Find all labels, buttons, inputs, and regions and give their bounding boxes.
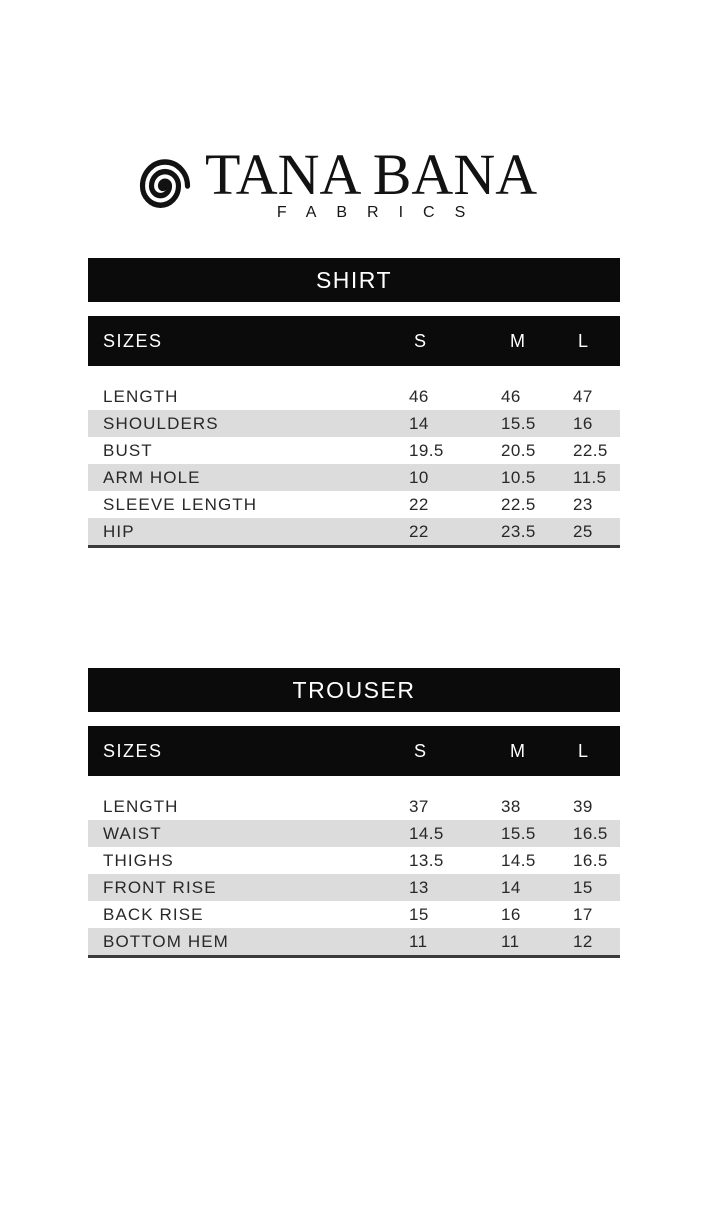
- row-label: THIGHS: [103, 850, 174, 870]
- cell-m: 14: [501, 877, 521, 897]
- cell-s: 37: [409, 796, 429, 816]
- cell-m: 20.5: [501, 440, 536, 460]
- table-row: [88, 847, 620, 874]
- table-row: [88, 874, 620, 901]
- cell-l: 25: [573, 521, 593, 541]
- cell-s: 13.5: [409, 850, 444, 870]
- cell-s: 14.5: [409, 823, 444, 843]
- trouser-measurement-rows: [88, 793, 620, 958]
- cell-s: 11: [409, 931, 428, 951]
- brand-name: TANA BANA: [205, 142, 538, 207]
- cell-m: 16: [501, 904, 521, 924]
- cell-m: 22.5: [501, 494, 536, 514]
- size-col-header-l: L: [578, 740, 590, 761]
- trouser-sizes-header-row: [88, 726, 620, 776]
- brand-text-block: [205, 142, 538, 222]
- table-row: [88, 383, 620, 410]
- cell-m: 46: [501, 386, 521, 406]
- table-row: [88, 928, 620, 955]
- cell-l: 11.5: [573, 467, 607, 487]
- row-label: LENGTH: [103, 386, 179, 406]
- row-label: ARM HOLE: [103, 467, 201, 487]
- row-label: WAIST: [103, 823, 162, 843]
- row-label: BACK RISE: [103, 904, 204, 924]
- cell-m: 15.5: [501, 823, 536, 843]
- shirt-measurement-rows: [88, 383, 620, 548]
- row-label: BUST: [103, 440, 153, 460]
- table-row: [88, 464, 620, 491]
- table-row: [88, 518, 620, 545]
- cell-l: 23: [573, 494, 593, 514]
- cell-s: 22: [409, 521, 429, 541]
- cell-m: 15.5: [501, 413, 536, 433]
- table-row: [88, 820, 620, 847]
- table-row: [88, 901, 620, 928]
- cell-s: 19.5: [409, 440, 444, 460]
- size-col-header-s: S: [414, 330, 428, 351]
- trouser-table-title: TROUSER: [88, 668, 620, 712]
- size-col-header-s: S: [414, 740, 428, 761]
- cell-s: 22: [409, 494, 429, 514]
- row-label: BOTTOM HEM: [103, 931, 229, 951]
- trouser-section: [88, 668, 620, 958]
- cell-l: 15: [573, 877, 593, 897]
- shirt-section: [88, 258, 620, 548]
- cell-l: 16.5: [573, 823, 608, 843]
- cell-s: 46: [409, 386, 429, 406]
- cell-l: 47: [573, 386, 593, 406]
- cell-l: 16: [573, 413, 593, 433]
- cell-l: 16.5: [573, 850, 608, 870]
- cell-m: 23.5: [501, 521, 536, 541]
- cell-l: 22.5: [573, 440, 608, 460]
- brand-subtitle: FABRICS: [276, 204, 486, 221]
- size-col-header-l: L: [578, 330, 590, 351]
- cell-m: 14.5: [501, 850, 536, 870]
- row-label: HIP: [103, 521, 135, 541]
- row-label: SLEEVE LENGTH: [103, 494, 258, 514]
- cell-s: 10: [409, 467, 429, 487]
- sizes-header-label: SIZES: [103, 740, 163, 761]
- spiral-icon: [138, 156, 192, 216]
- shirt-table-title: SHIRT: [88, 258, 620, 302]
- cell-l: 17: [573, 904, 593, 924]
- cell-l: 12: [573, 931, 593, 951]
- cell-m: 10.5: [501, 467, 536, 487]
- table-row: [88, 410, 620, 437]
- row-label: FRONT RISE: [103, 877, 217, 897]
- cell-l: 39: [573, 796, 593, 816]
- cell-m: 11: [501, 931, 520, 951]
- cell-s: 13: [409, 877, 429, 897]
- size-col-header-m: M: [510, 330, 527, 351]
- table-row: [88, 491, 620, 518]
- row-label: SHOULDERS: [103, 413, 219, 433]
- brand-logo: [138, 142, 538, 222]
- cell-s: 15: [409, 904, 429, 924]
- size-chart-page: [0, 142, 720, 1230]
- cell-s: 14: [409, 413, 429, 433]
- row-label: LENGTH: [103, 796, 179, 816]
- size-col-header-m: M: [510, 740, 527, 761]
- shirt-sizes-header-row: [88, 316, 620, 366]
- cell-m: 38: [501, 796, 521, 816]
- table-row: [88, 437, 620, 464]
- table-row: [88, 793, 620, 820]
- sizes-header-label: SIZES: [103, 330, 163, 351]
